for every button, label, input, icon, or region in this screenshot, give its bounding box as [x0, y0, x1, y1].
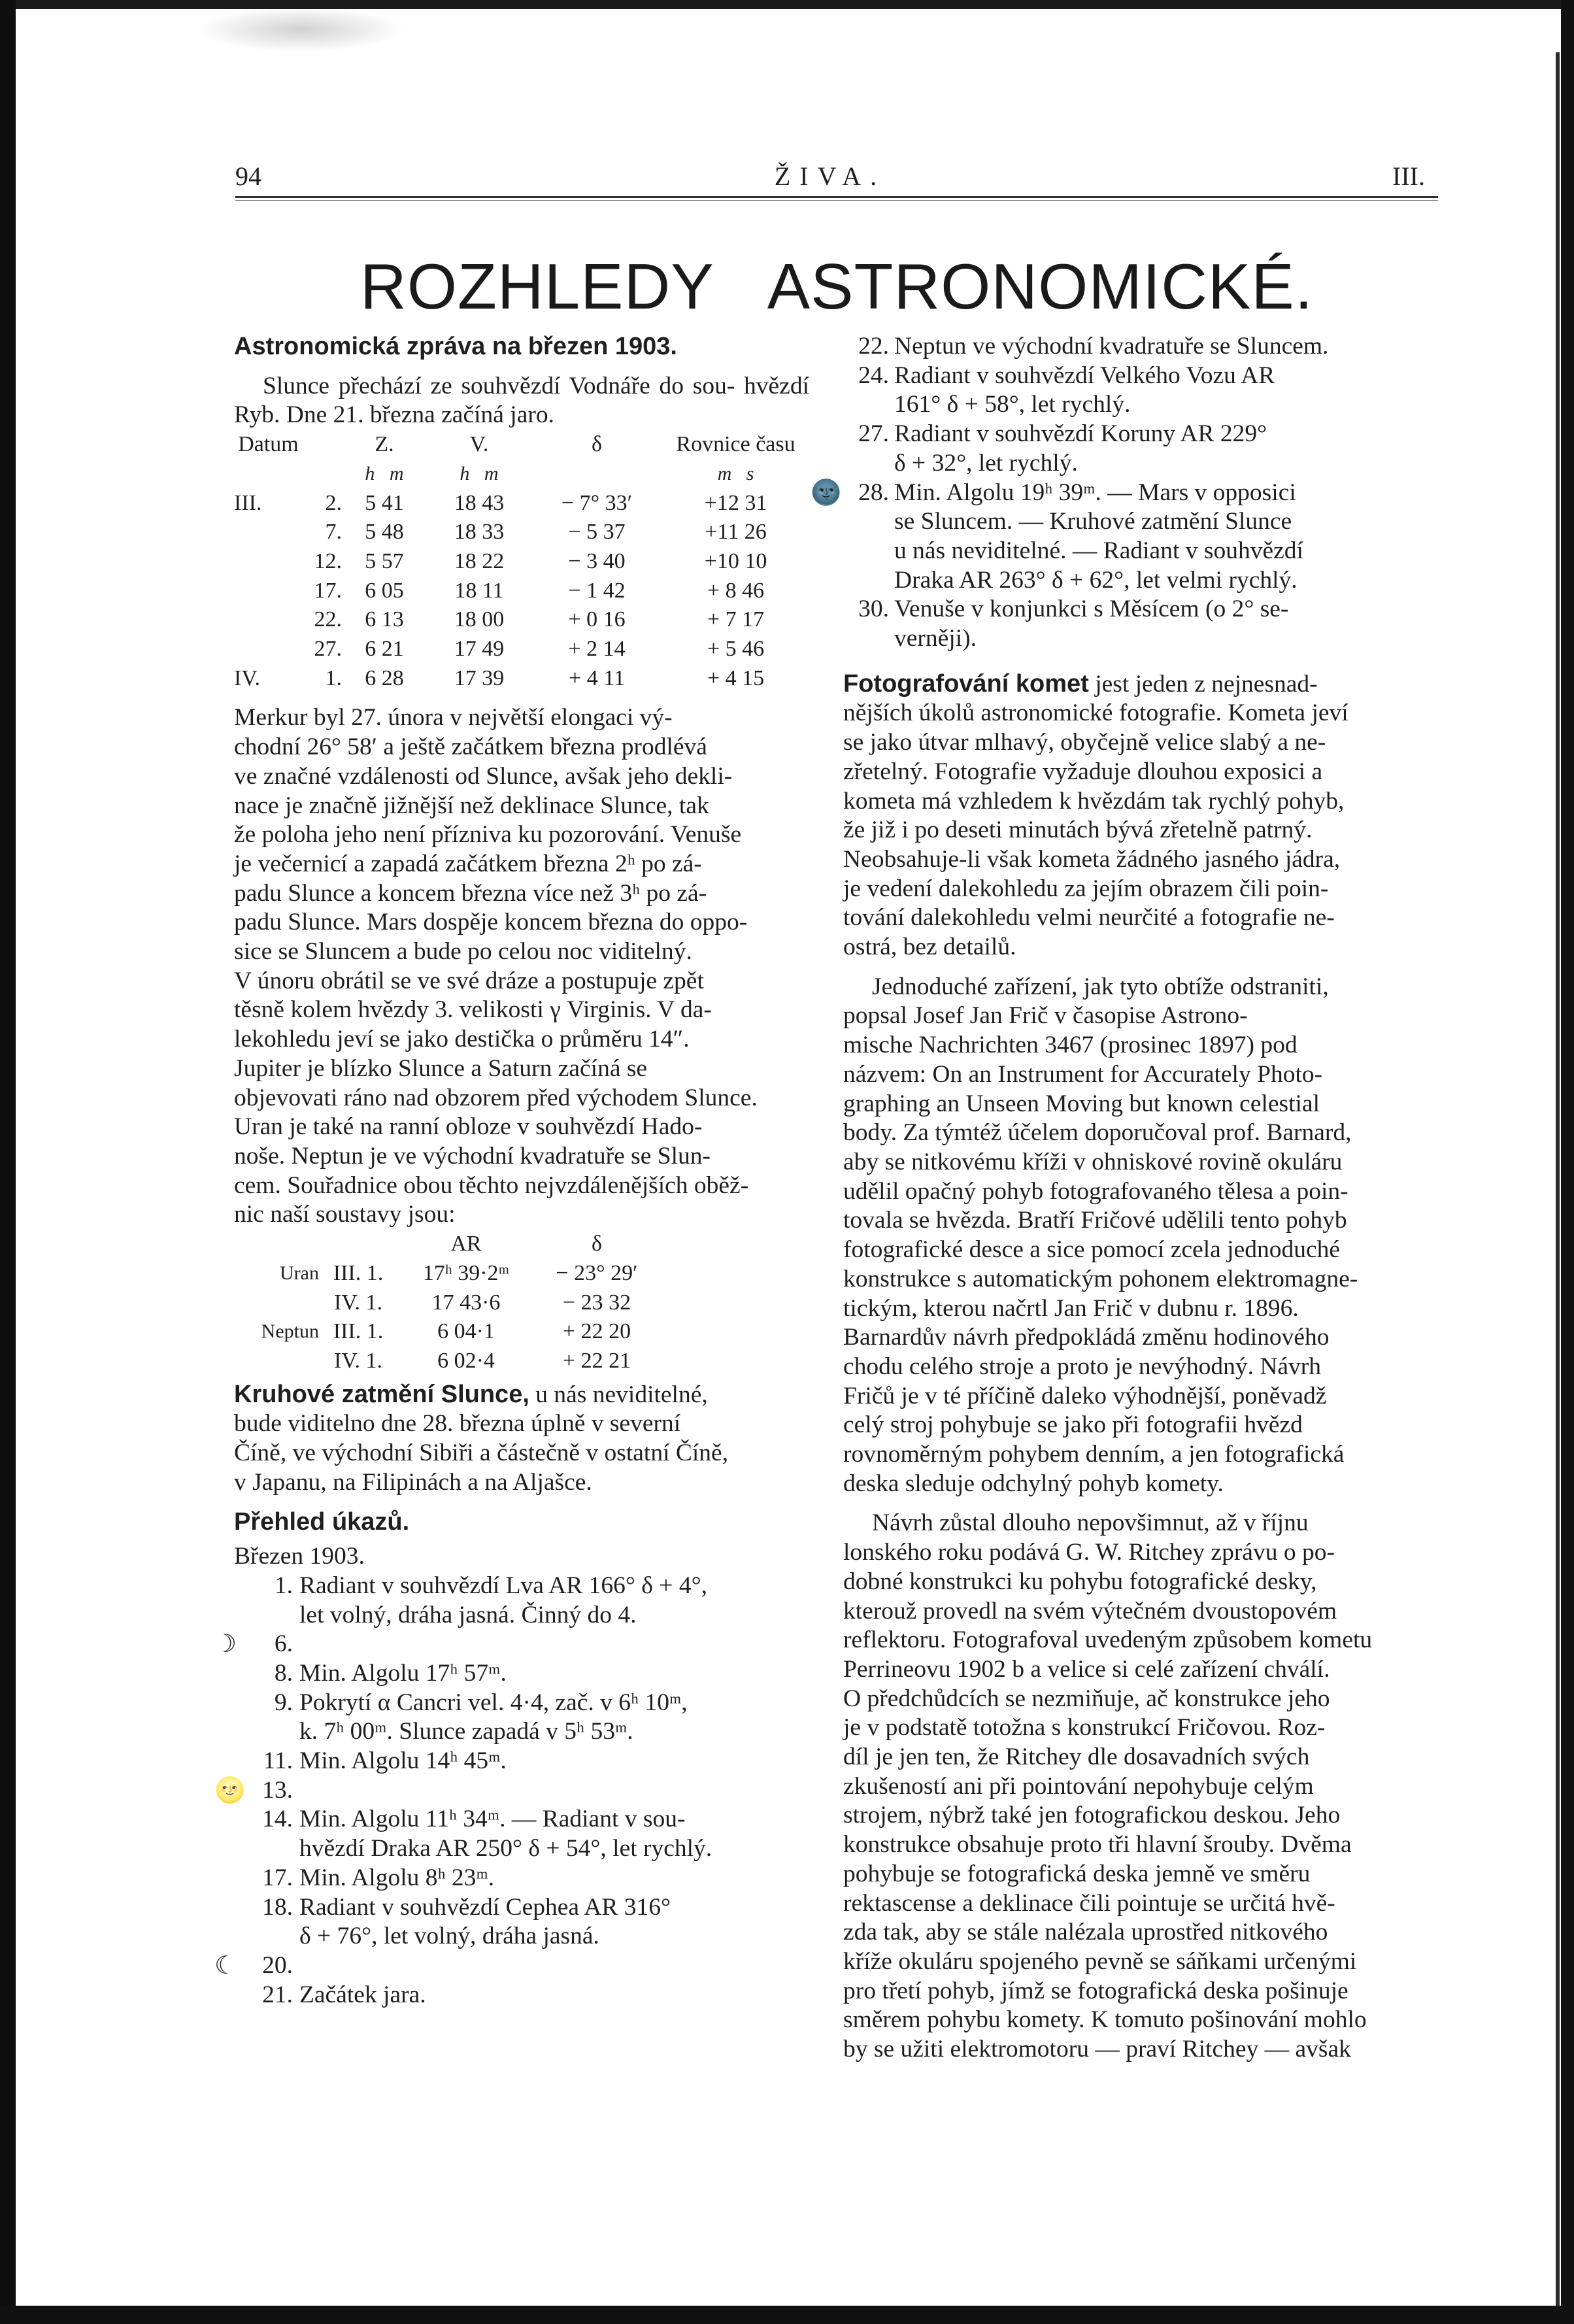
- table-cell: [234, 547, 303, 577]
- day-number: 18.: [262, 1893, 293, 1921]
- table-cell: [234, 518, 303, 547]
- table-header-cell: Rovnice času: [676, 432, 795, 457]
- text-line: zřetelný. Fotografie vyžaduje dlouhou exposici a: [843, 758, 1323, 785]
- table-cell: − 1 42: [568, 578, 626, 603]
- table-cell: + 2 14: [568, 637, 626, 662]
- page-title: ROZHLEDY ASTRONOMICKÉ.: [360, 250, 1313, 322]
- text-line: je vedení dalekohledu za jejím obrazem čili poin-: [843, 875, 1329, 902]
- table-cell: 2.: [325, 490, 342, 515]
- table-header-cell: Z.: [375, 432, 394, 457]
- text-line: u nás neviditelné. — Radiant v souhvězdí: [894, 537, 1303, 564]
- scan-border-bottom: [0, 2306, 1574, 2324]
- table-row: [234, 518, 809, 547]
- table-cell: 6 05: [365, 578, 404, 603]
- table-cell: 6 02·4: [437, 1348, 495, 1373]
- unit-label: h: [460, 462, 470, 484]
- day-number: 14.: [262, 1806, 293, 1833]
- table-cell: III.: [234, 490, 262, 515]
- text-line: nace je značně jižnější než deklinace Slunce, tak: [234, 792, 709, 819]
- text-line: padu Slunce. Mars dospěje koncem března do oppo-: [234, 909, 748, 936]
- list-item: [234, 1747, 809, 1776]
- table-row: [234, 577, 809, 606]
- day-number: 22.: [858, 333, 889, 360]
- text-line: ve značné vzdálenosti od Slunce, avšak jeho dekli-: [234, 762, 733, 790]
- table-cell: + 0 16: [568, 607, 626, 632]
- text-line: hvězdí Ryb. Dne 21. března začíná jaro.: [234, 372, 809, 429]
- table-row: [234, 1317, 809, 1347]
- section-heading-phenomena: Přehled úkazů.: [234, 1508, 410, 1536]
- planets-paragraph: [234, 703, 809, 1230]
- table-cell: 18 00: [454, 607, 505, 632]
- month-label: Březen 1903.: [234, 1543, 365, 1570]
- table-cell: + 5 46: [707, 637, 765, 662]
- text-line: graphing an Unseen Moving but known celestial: [843, 1090, 1320, 1117]
- list-item: [843, 420, 1443, 478]
- table-header-cell: Datum: [238, 432, 299, 457]
- text-line: je v podstatě totožna s konstrukcí Fričovou. Roz-: [843, 1714, 1326, 1742]
- text-line: [299, 1951, 809, 1981]
- text-line: deska sleduje odchylný pohyb komety.: [843, 1470, 1224, 1497]
- text-line: kříže okuláru spojeného pevně se sáňkami určenými: [843, 1947, 1357, 1975]
- list-item: [234, 1893, 809, 1951]
- day-number: 20.: [262, 1951, 293, 1979]
- table-cell: 5 48: [365, 520, 404, 545]
- text-line: Min. Algolu 19ʰ 39ᵐ. — Mars v opposici: [894, 479, 1296, 506]
- day-number: 17.: [262, 1864, 293, 1891]
- text-line: bude viditelno dne 28. března úplně v severní: [234, 1410, 681, 1438]
- table-cell: IV. 1.: [334, 1290, 382, 1315]
- text-line: 161° δ + 58°, let rychlý.: [894, 391, 1131, 418]
- table-cell: + 22 21: [562, 1348, 631, 1373]
- text-line: Jupiter je blízko Slunce a Saturn začíná se: [234, 1054, 648, 1082]
- day-number: 28.: [858, 479, 889, 506]
- table-cell: 12.: [314, 548, 342, 573]
- last-quarter-moon-icon: ☾: [214, 1951, 237, 1979]
- text-line: sice se Sluncem a bude po celou noc viditelný.: [234, 938, 692, 966]
- text-line: pro třetí pohyb, jímž se fotografická deska pošinuje: [843, 1977, 1348, 2004]
- text-line: ostrá, bez detailů.: [843, 934, 1016, 961]
- text-line: strojem, nýbrž také jen fotografickou deskou. Jeho: [843, 1802, 1341, 1829]
- day-number: 1.: [274, 1572, 293, 1599]
- text-line: lonského roku podává G. W. Ritchey zprávu o po-: [843, 1539, 1335, 1566]
- text-line: tickým, kterou načrtl Jan Frič v dubnu r. 1896.: [843, 1294, 1299, 1322]
- table-header-cell: δ: [591, 1232, 603, 1256]
- list-item: [234, 1864, 809, 1893]
- unit-label: s: [746, 462, 754, 484]
- table-cell: 6 04·1: [437, 1319, 495, 1344]
- table-cell: Neptun: [261, 1321, 319, 1343]
- text-line: [299, 1630, 809, 1659]
- text-line: je večernicí a zapadá začátkem března 2ʰ po zá-: [234, 850, 702, 877]
- unit-label: m: [717, 462, 732, 484]
- list-item: [234, 1659, 809, 1689]
- table-header-row: [234, 1230, 809, 1259]
- text-line: [299, 1776, 809, 1806]
- table-cell: 6 21: [365, 637, 404, 662]
- day-number: 27.: [858, 420, 889, 448]
- text-line: Neobsahuje-li však kometa žádného jasného jádra,: [843, 845, 1341, 873]
- table-cell: 18 43: [454, 490, 505, 515]
- table-cell: 5 41: [365, 490, 404, 515]
- day-number: 6.: [274, 1630, 293, 1658]
- text-line: lekohledu jeví se jako destička o průměru 14″.: [234, 1026, 690, 1053]
- sun-table: [234, 430, 809, 693]
- text-line: body. Za týmtéž účelem doporučoval prof. Barnard,: [843, 1119, 1352, 1147]
- text-line: že poloha jeho není přízniva ku pozorování. Venuše: [234, 821, 742, 849]
- right-column: [811, 332, 1443, 2064]
- text-line: let volný, dráha jasná. Činný do 4.: [299, 1601, 637, 1628]
- table-cell: + 8 46: [707, 578, 765, 603]
- table-cell: +12 31: [704, 490, 767, 515]
- text-line: verněji).: [894, 625, 977, 652]
- table-cell: + 4 15: [707, 665, 765, 690]
- table-cell: +10 10: [704, 548, 767, 573]
- text-line: popsal Josef Jan Frič v časopise Astrono-: [843, 1002, 1248, 1030]
- table-header-row: [234, 430, 809, 460]
- table-cell: 17 39: [454, 665, 505, 690]
- table-cell: III. 1.: [333, 1260, 384, 1285]
- text-line: Fričů je v té příčině daleko výhodnější, poněvadž: [843, 1382, 1327, 1409]
- text-line: jest jeden z nejnesnad-: [1088, 670, 1318, 698]
- list-item: [234, 1981, 809, 2010]
- text-line: O předchůdcích se nezmiňuje, ač konstrukce jeho: [843, 1685, 1330, 1712]
- text-line: chodní 26° 58′ a ještě začátkem března prodlévá: [234, 733, 707, 761]
- day-number: 21.: [262, 1981, 293, 2008]
- table-cell: [234, 577, 303, 606]
- text-line: Začátek jara.: [299, 1981, 426, 2008]
- text-line: Radiant v souhvězdí Cephea AR 316°: [299, 1893, 671, 1921]
- left-column: [214, 332, 809, 2010]
- list-item: [234, 1689, 809, 1747]
- text-line: Pokrytí α Cancri vel. 4·4, zač. v 6ʰ 10ᵐ,: [299, 1689, 688, 1716]
- text-line: objevovati ráno nad obzorem před východem Slunce.: [234, 1084, 758, 1111]
- table-cell: Uran: [280, 1262, 319, 1284]
- table-cell: 17 49: [454, 637, 505, 662]
- table-row: [234, 635, 809, 664]
- full-moon-icon: 🌝: [214, 1776, 246, 1804]
- table-cell: 27.: [314, 637, 342, 662]
- table-cell: 6 13: [365, 607, 404, 632]
- text-line: Merkur byl 27. února v největší elongaci vý-: [234, 704, 673, 732]
- day-number: 13.: [262, 1776, 293, 1804]
- section-heading-report: Astronomická zpráva na březen 1903.: [234, 333, 677, 360]
- text-line: hvězdí Draka AR 250° δ + 54°, let rychlý.: [299, 1835, 712, 1862]
- text-line: udělil opačný pohyb fotografovaného tělesa a poin-: [843, 1177, 1348, 1205]
- table-cell: [234, 1288, 319, 1318]
- text-line: konstrukce s automatickým pohonem elektromagne-: [843, 1265, 1358, 1292]
- table-cell: 17.: [314, 578, 342, 603]
- unit-label: m: [389, 462, 404, 484]
- table-header-cell: AR: [450, 1232, 482, 1256]
- text-line: Draka AR 263° δ + 62°, let velmi rychlý.: [894, 566, 1298, 594]
- page-number: 94: [235, 161, 261, 191]
- list-item: [843, 362, 1443, 420]
- table-cell: IV. 1.: [334, 1348, 382, 1373]
- section-heading-eclipse: Kruhové zatmění Slunce,: [234, 1380, 529, 1408]
- table-cell: IV.: [234, 665, 260, 690]
- phenomena-list: [214, 1572, 809, 2010]
- intro-paragraph: [234, 372, 809, 430]
- text-line: zkušeností ani při pointování nepohybuje celým: [843, 1772, 1314, 1800]
- scan-border-right-inner: [1556, 52, 1560, 2308]
- table-cell: 5 57: [365, 548, 404, 573]
- list-item: [234, 1572, 809, 1630]
- list-item: [214, 1776, 809, 1806]
- table-cell: − 5 37: [568, 520, 626, 545]
- fric-paragraph: [843, 973, 1443, 1499]
- list-item: [811, 479, 1443, 596]
- section-heading-comets: Fotografování komet: [843, 669, 1089, 698]
- text-line: rektascense a deklinace čili pointuje se určitá hvě-: [843, 1889, 1335, 1917]
- day-number: 24.: [858, 362, 889, 389]
- table-header-cell: V.: [469, 432, 489, 457]
- text-line: Radiant v souhvězdí Lva AR 166° δ + 4°,: [299, 1572, 707, 1599]
- text-line: fotografické desce a sice pomocí zcela jednoduché: [843, 1236, 1341, 1264]
- table-cell: + 22 20: [562, 1319, 631, 1344]
- text-line: že již i po deseti minutách bývá zřetelně patrný.: [843, 817, 1313, 844]
- table-cell: [234, 605, 303, 635]
- day-number: 9.: [274, 1689, 293, 1716]
- eclipse-paragraph: [234, 1380, 809, 1498]
- day-number: 30.: [858, 596, 889, 623]
- scan-border-right: [1561, 0, 1574, 2324]
- table-cell: [234, 635, 303, 664]
- table-row: [234, 547, 809, 577]
- table-cell: + 7 17: [707, 607, 765, 632]
- text-line: Min. Algolu 11ʰ 34ᵐ. — Radiant v sou-: [299, 1806, 686, 1833]
- running-header: [235, 161, 1425, 197]
- table-cell: 18 22: [454, 548, 505, 573]
- text-line: nějších úkolů astronomické fotografie. Kometa jeví: [843, 699, 1348, 727]
- text-line: Slunce přechází ze souhvězdí Vodnáře do sou-: [263, 372, 735, 399]
- text-line: V únoru obrátil se ve své dráze a postupuje zpět: [234, 967, 704, 994]
- text-line: padu Slunce a koncem března více než 3ʰ po zá-: [234, 879, 707, 907]
- list-item: [214, 1630, 809, 1659]
- phenomena-list-continued: [811, 332, 1443, 654]
- scan-border-left: [0, 0, 16, 2324]
- text-line: u nás neviditelné,: [529, 1381, 708, 1408]
- text-line: chodu celého stroje a proto je nevýhodný. Návrh: [843, 1353, 1322, 1380]
- table-cell: + 4 11: [569, 665, 625, 690]
- text-line: Radiant v souhvězdí Velkého Vozu AR: [894, 362, 1275, 389]
- list-item: [843, 595, 1443, 653]
- text-line: Radiant v souhvězdí Koruny AR 229°: [894, 420, 1267, 448]
- text-line: reflektoru. Fotografoval uvedeným způsobem kometu: [843, 1626, 1373, 1654]
- table-row: [234, 1288, 809, 1318]
- table-cell: 17ʰ 39·2ᵐ: [422, 1260, 510, 1285]
- scan-smudge: [196, 7, 405, 52]
- ritchey-paragraph: [843, 1509, 1443, 2064]
- header-rule: [235, 196, 1438, 198]
- planet-coordinates-table: [234, 1230, 809, 1376]
- text-line: díl je jen ten, že Ritchey dle dosavadních svých: [843, 1743, 1310, 1771]
- text-line: Jednoduché zařízení, jak tyto obtíže odstraniti,: [872, 973, 1329, 1000]
- text-line: směrem pohybu komety. K tomuto pošinování mohlo: [843, 2006, 1367, 2034]
- text-line: rovnoměrným pohybem denním, a jen fotografická: [843, 1441, 1345, 1468]
- table-cell: +11 26: [705, 520, 767, 545]
- unit-label: m: [484, 462, 499, 484]
- table-row: [234, 489, 809, 518]
- table-cell: 6 28: [365, 665, 404, 690]
- text-line: aby se nitkovému kříži v ohniskové rovině okuláru: [843, 1148, 1343, 1175]
- text-line: cem. Souřadnice obou těchto nejvzdálenějších oběž-: [234, 1171, 749, 1199]
- table-header-cell: δ: [591, 432, 603, 457]
- table-cell: 18 11: [454, 578, 504, 603]
- table-cell: 17 43·6: [431, 1290, 501, 1315]
- text-line: tování dalekohledu velmi neurčité a fotografie ne-: [843, 904, 1335, 932]
- text-line: δ + 76°, let volný, dráha jasná.: [299, 1923, 599, 1950]
- header-rule-thin: [235, 200, 1438, 201]
- text-line: kometa má vzhledem k hvězdám tak rychlý pohyb,: [843, 787, 1345, 815]
- text-line: Perrineovu 1902 b a velice si celé zařízení chválí.: [843, 1655, 1330, 1683]
- list-item: [234, 1805, 809, 1863]
- comet-photography-paragraph: [843, 669, 1443, 962]
- text-line: Neptun ve východní kvadratuře se Sluncem.: [894, 333, 1329, 360]
- table-cell: 7.: [325, 520, 342, 545]
- text-line: nic naší soustavy jsou:: [234, 1201, 456, 1228]
- text-line: těsně kolem hvězdy 3. velikosti γ Virginis. V da-: [234, 996, 712, 1024]
- text-line: tovala se hvězda. Bratří Fričové udělili tento pohyb: [843, 1207, 1347, 1234]
- text-line: Uran je také na ranní obloze v souhvězdí Hado-: [234, 1113, 703, 1141]
- list-item: [843, 332, 1443, 362]
- text-line: Venuše v konjunkci s Měsícem (o 2° se-: [894, 596, 1289, 623]
- table-row: [234, 605, 809, 635]
- text-line: názvem: On an Instrument for Accurately Photo-: [843, 1060, 1323, 1088]
- text-line: k. 7ʰ 00ᵐ. Slunce zapadá v 5ʰ 53ᵐ.: [299, 1718, 633, 1745]
- list-item: [214, 1951, 809, 1981]
- table-units-row: [234, 460, 809, 489]
- table-row: [234, 1259, 809, 1288]
- table-cell: 18 33: [454, 520, 505, 545]
- table-cell: III. 1.: [333, 1319, 384, 1344]
- text-line: se Sluncem. — Kruhové zatmění Slunce: [894, 508, 1292, 535]
- table-cell: − 23 32: [562, 1290, 631, 1315]
- text-line: pohybuje se fotografická deska jemně ve směru: [843, 1860, 1311, 1887]
- text-line: Barnardův návrh předpokládá změnu hodinového: [843, 1324, 1330, 1351]
- table-row: [234, 1347, 809, 1376]
- day-number: 11.: [263, 1747, 293, 1775]
- day-number: 8.: [274, 1659, 293, 1687]
- table-row: [234, 664, 809, 694]
- text-line: dobné konstrukci ku pohybu fotografické desky,: [843, 1568, 1317, 1595]
- table-cell: 1.: [325, 665, 342, 690]
- volume-number: III.: [1392, 161, 1425, 191]
- text-line: Min. Algolu 8ʰ 23ᵐ.: [299, 1864, 495, 1891]
- text-line: by se užiti elektromotoru — praví Ritchey — avšak: [843, 2036, 1351, 2063]
- text-line: celý stroj pohybuje se jako při fotografii hvězd: [843, 1411, 1303, 1439]
- text-line: zda tak, aby se stále nalézala uprostřed nitkového: [843, 1919, 1328, 1946]
- journal-name: ŽIVA.: [774, 161, 886, 191]
- text-line: konstrukce obsahuje proto tři hlavní šrouby. Dvěma: [843, 1831, 1352, 1859]
- text-line: v Japanu, na Filipinách a na Aljašce.: [234, 1468, 592, 1496]
- table-cell: [234, 1347, 319, 1376]
- new-moon-icon: 🌚: [811, 479, 842, 507]
- text-line: Návrh zůstal dlouho nepovšimnut, až v říjnu: [872, 1509, 1309, 1537]
- text-line: Min. Algolu 14ʰ 45ᵐ.: [299, 1747, 507, 1775]
- text-line: mische Nachrichten 3467 (prosinec 1897) pod: [843, 1032, 1298, 1059]
- first-quarter-moon-icon: ☽: [214, 1630, 237, 1659]
- text-line: se jako útvar mlhavý, obyčejně velice slabý a ne-: [843, 729, 1326, 756]
- text-line: Min. Algolu 17ʰ 57ᵐ.: [299, 1659, 507, 1687]
- table-cell: − 7° 33′: [561, 490, 633, 515]
- text-line: δ + 32°, let rychlý.: [894, 449, 1078, 477]
- text-line: Číně, ve východní Sibiři a částečně v ostatní Číně,: [234, 1440, 729, 1467]
- unit-label: h: [365, 462, 375, 484]
- table-cell: − 23° 29′: [556, 1260, 638, 1285]
- table-cell: − 3 40: [568, 548, 626, 573]
- table-cell: 22.: [314, 607, 342, 632]
- text-line: noše. Neptun je ve východní kvadratuře se Slun-: [234, 1142, 711, 1170]
- text-line: kterouž provedl na svém výtečném dvoustopovém: [843, 1597, 1337, 1625]
